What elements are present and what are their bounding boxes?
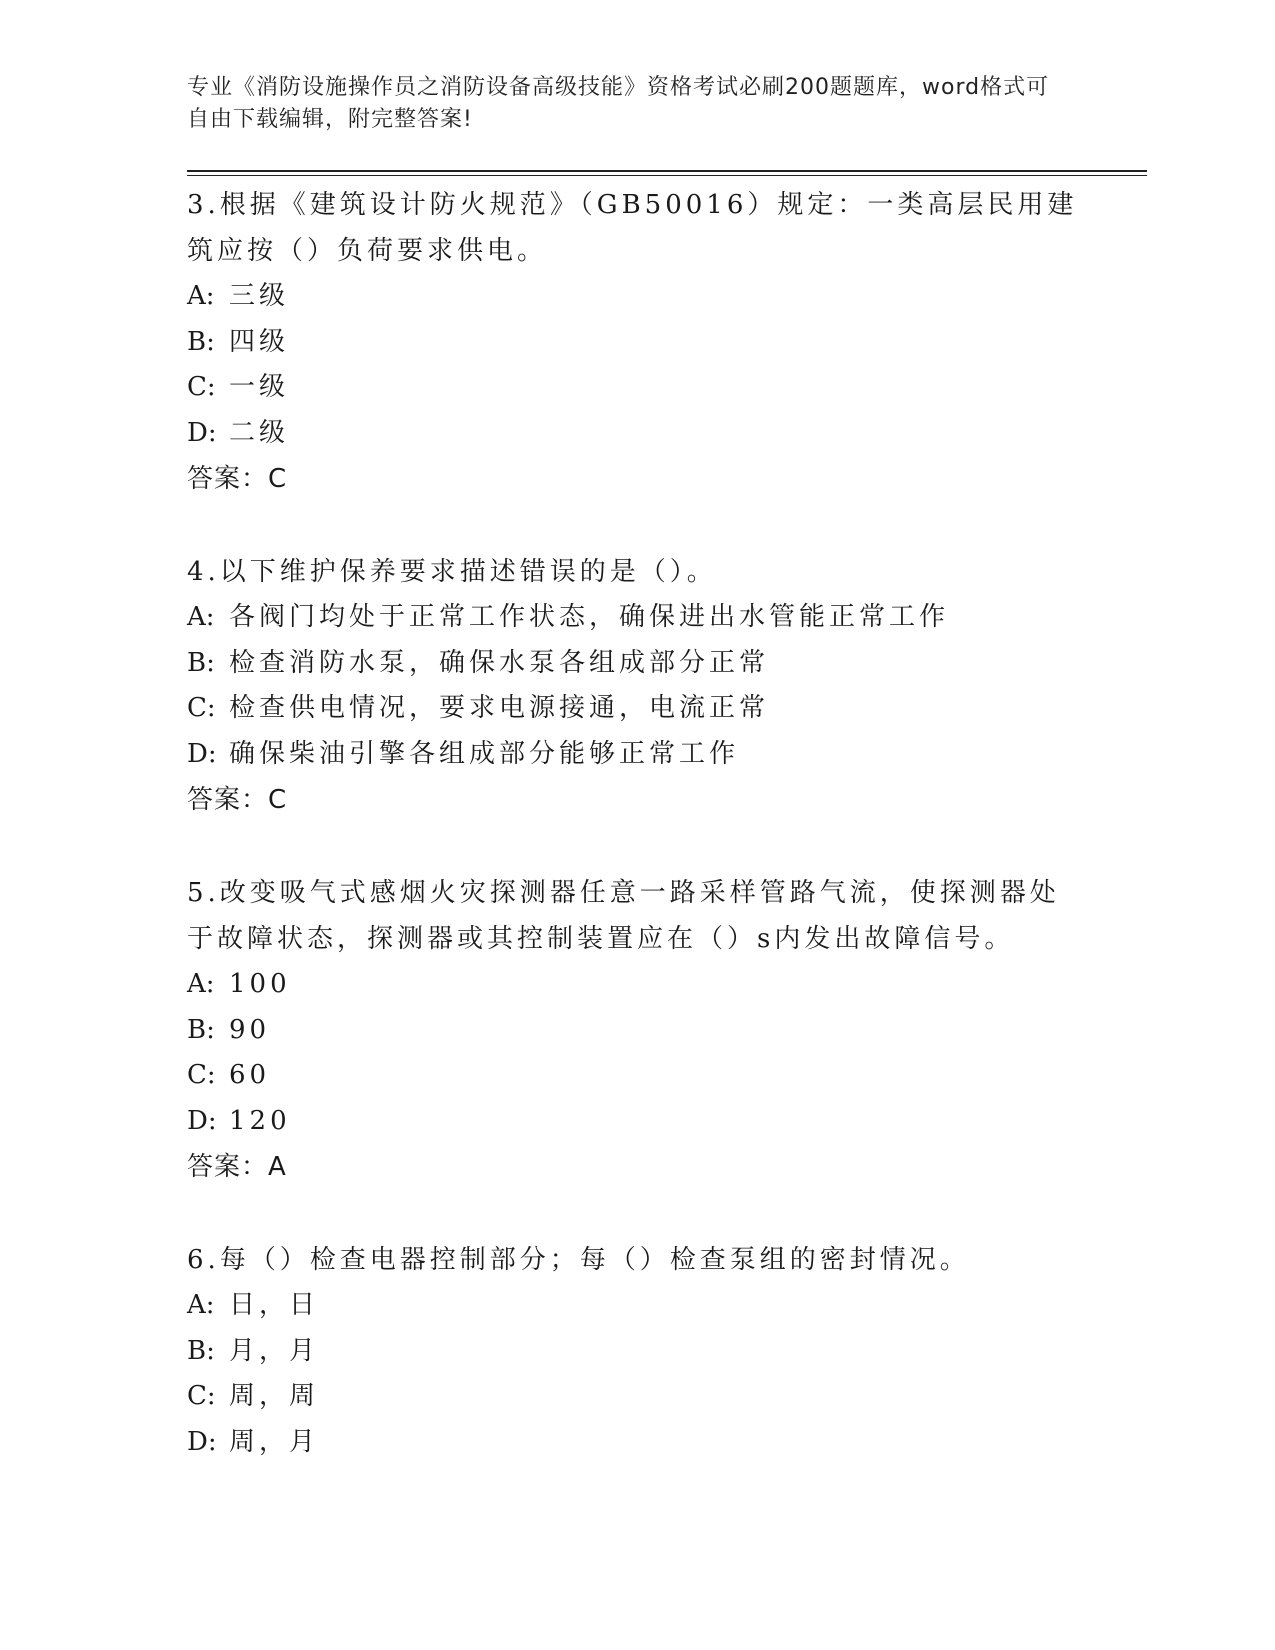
option-list xyxy=(187,274,1147,456)
option-letter: C: xyxy=(187,1060,216,1090)
option-text: 日，日 xyxy=(229,1290,320,1320)
option-text: 周，周 xyxy=(229,1381,320,1411)
option-c xyxy=(187,1374,1147,1420)
option-text: 周，月 xyxy=(229,1426,320,1457)
option-b xyxy=(187,1329,1147,1375)
option-text: 100 xyxy=(229,969,291,999)
option-a xyxy=(187,962,1147,1008)
document-header: 专业《消防设施操作员之消防设备高级技能》资格考试必刷200题题库，word格式可自由下载编辑，附完整答案! xyxy=(187,75,1050,132)
document-page xyxy=(187,72,1147,1512)
option-a xyxy=(187,595,1147,641)
option-d xyxy=(187,1099,1147,1145)
option-a xyxy=(187,1283,1147,1329)
question-text: 4.以下维护保养要求描述错误的是（）。 xyxy=(187,557,717,587)
question-text: 3.根据《建筑设计防火规范》（GB50016）规定：一类高层民用建筑应按（）负荷要求供电。 xyxy=(187,190,1078,266)
question-5 xyxy=(187,870,1147,1190)
option-c xyxy=(187,686,1147,732)
option-list xyxy=(187,1283,1147,1465)
option-text: 90 xyxy=(229,1014,271,1045)
option-text: 检查供电情况，要求电源接通，电流正常 xyxy=(229,693,770,723)
option-text: 四级 xyxy=(229,326,290,357)
option-letter: D: xyxy=(187,738,217,769)
option-b xyxy=(187,320,1147,366)
option-letter: B: xyxy=(187,1014,215,1045)
option-c xyxy=(187,365,1147,411)
question-4 xyxy=(187,549,1147,823)
option-letter: B: xyxy=(187,647,215,678)
option-letter: A: xyxy=(187,602,215,632)
option-b xyxy=(187,641,1147,687)
answer-line: 答案：A xyxy=(187,1152,287,1182)
option-d xyxy=(187,411,1147,457)
answer-line: 答案：C xyxy=(187,464,288,494)
option-letter: C: xyxy=(187,372,216,402)
option-letter: C: xyxy=(187,693,216,723)
option-list xyxy=(187,595,1147,777)
option-d xyxy=(187,1420,1147,1466)
option-text: 月，月 xyxy=(229,1335,320,1366)
option-text: 各阀门均处于正常工作状态，确保进出水管能正常工作 xyxy=(229,602,950,632)
option-list xyxy=(187,962,1147,1144)
option-text: 确保柴油引擎各组成部分能够正常工作 xyxy=(229,738,740,769)
option-letter: A: xyxy=(187,1290,215,1320)
option-letter: D: xyxy=(187,1105,217,1136)
option-text: 二级 xyxy=(229,417,290,448)
question-list xyxy=(187,182,1147,1465)
header-divider xyxy=(187,170,1147,172)
option-letter: B: xyxy=(187,326,215,357)
option-text: 一级 xyxy=(229,372,290,402)
option-letter: A: xyxy=(187,281,215,311)
option-text: 三级 xyxy=(229,281,290,311)
option-a xyxy=(187,274,1147,320)
option-text: 60 xyxy=(229,1060,271,1090)
option-text: 检查消防水泵，确保水泵各组成部分正常 xyxy=(229,647,770,678)
option-letter: A: xyxy=(187,969,215,999)
question-text: 5.改变吸气式感烟火灾探测器任意一路采样管路气流，使探测器处于故障状态，探测器或其控制装置应在（）s内发出故障信号。 xyxy=(187,878,1060,954)
option-letter: B: xyxy=(187,1335,215,1366)
option-letter: D: xyxy=(187,417,217,448)
option-d xyxy=(187,732,1147,778)
option-c xyxy=(187,1053,1147,1099)
option-text: 120 xyxy=(229,1105,291,1136)
option-letter: D: xyxy=(187,1426,217,1457)
question-3 xyxy=(187,182,1147,502)
question-text: 6.每（）检查电器控制部分；每（）检查泵组的密封情况。 xyxy=(187,1245,970,1275)
option-b xyxy=(187,1008,1147,1054)
answer-line: 答案：C xyxy=(187,785,288,815)
option-letter: C: xyxy=(187,1381,216,1411)
question-6 xyxy=(187,1237,1147,1465)
